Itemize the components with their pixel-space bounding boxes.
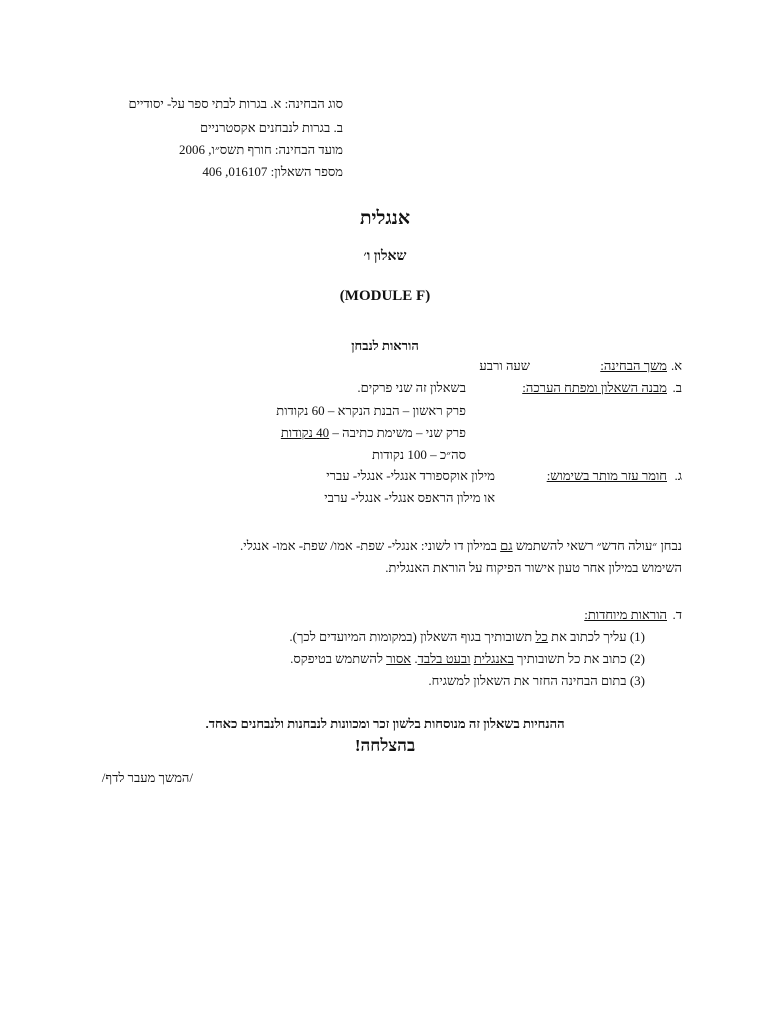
special-prefix: ד. [672, 607, 682, 622]
part2-line: פרק שני – משימת כתיבה – 40 נקודות [280, 425, 466, 440]
paper-number-line: מספר השאלון: 016107, 406 [202, 164, 343, 179]
duration-prefix: א. [670, 358, 682, 373]
total-line: סה״כ – 100 נקודות [372, 447, 466, 462]
special-instruction-2: (2) כתוב את כל תשובותיך באנגלית ובעט בלבד. אסור להשתמש בטיפקס. [290, 651, 645, 666]
module-title: (MODULE F) [339, 288, 431, 304]
materials-oxford: מילון אוקספורד אנגלי- אנגלי- עברי [326, 468, 495, 483]
paper-title: שאלון ו׳ [363, 249, 407, 264]
duration-value: שעה ורבע [479, 358, 530, 373]
special-instruction-3: (3) בתום הבחינה החזר את השאלון למשגיח. [428, 673, 645, 688]
good-luck: בהצלחה! [354, 736, 416, 755]
structure-prefix: ב. [672, 380, 682, 395]
continue-note: /המשך מעבר לדף/ [101, 770, 193, 785]
part1-line: פרק ראשון – הבנת הנקרא – 60 נקודות [276, 403, 466, 418]
exam-date-line: מועד הבחינה: חורף תשס״ו, 2006 [179, 142, 343, 157]
special-instruction-1: (1) עליך לכתוב את כל תשובותיך בגוף השאלון (במקומות המיועדים לכך). [289, 629, 645, 644]
structure-label: מבנה השאלון ומפתח הערכה: [522, 380, 667, 395]
other-dictionary-note: השימוש במילון אחר טעון אישור הפיקוח על הוראת האנגלית. [385, 560, 682, 575]
exam-type-b-line: ב. בגרות לנבחנים אקסטרניים [199, 120, 343, 135]
gender-note: ההנחיות בשאלון זה מנוסחות בלשון זכר ומכוונות לנבחנות ולנבחנים כאחד. [205, 716, 565, 731]
duration-label: משך הבחינה: [600, 358, 667, 373]
materials-harraps: או מילון הראפס אנגלי- אנגלי- ערבי [324, 490, 495, 505]
subject-title: אנגלית [359, 208, 411, 229]
special-label: הוראות מיוחדות: [584, 607, 667, 622]
structure-value: בשאלון זה שני פרקים. [357, 380, 466, 395]
instructions-heading: הוראות לנבחן [351, 338, 419, 353]
new-immigrant-note: נבחן ״עולה חדש״ רשאי להשתמש גם במילון דו לשוני: אנגלי- שפת- אמו/ שפת- אמו- אנגלי. [240, 538, 682, 553]
materials-label: חומר עזר מותר בשימוש: [546, 468, 667, 483]
exam-type-line: סוג הבחינה: א. בגרות לבתי ספר על- יסודיים [128, 96, 343, 111]
materials-prefix: ג. [674, 468, 682, 483]
